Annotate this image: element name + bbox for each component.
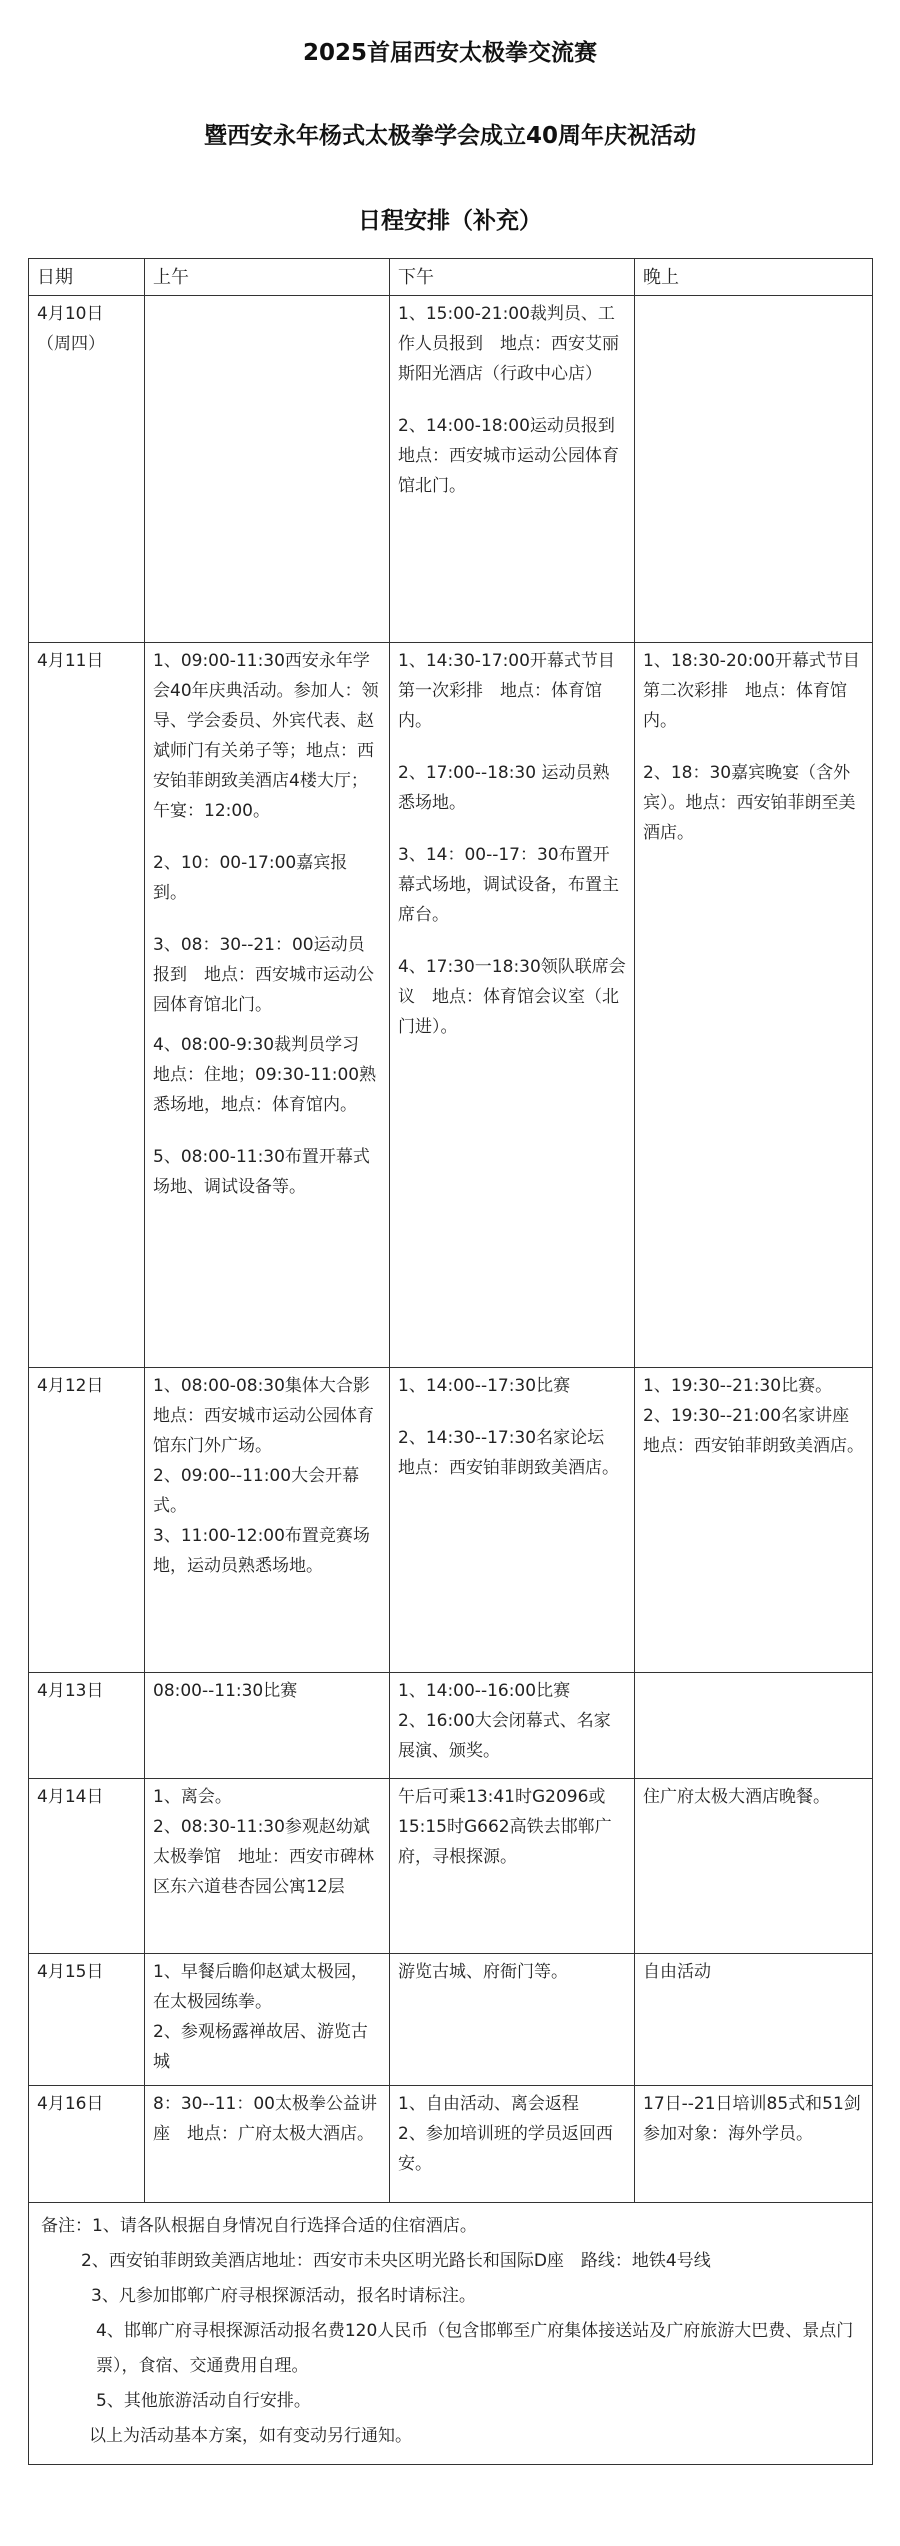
morning-item: 08:00--11:30比赛 — [153, 1681, 298, 1701]
morning-cell — [145, 296, 390, 643]
afternoon-cell — [390, 643, 635, 1368]
morning-cell — [145, 1779, 390, 1954]
table-row — [29, 2086, 873, 2203]
schedule-table — [28, 258, 878, 2465]
notes-row — [29, 2203, 873, 2465]
morning-cell — [145, 1673, 390, 1779]
morning-item: 2、参观杨露禅故居、游览古城 — [153, 2022, 368, 2072]
morning-item: 3、08：30--21：00运动员报到 地点：西安城市运动公园体育馆北门。 — [153, 935, 374, 1015]
date-cell — [29, 1673, 145, 1779]
evening-cell — [635, 1779, 873, 1954]
afternoon-item: 4、17:30一18:30领队联席会议 地点：体育馆会议室（北门进）。 — [398, 957, 626, 1037]
morning-item: 1、早餐后瞻仰赵斌太极园，在太极园练拳。 — [153, 1962, 368, 2012]
morning-item: 2、10：00-17:00嘉宾报到。 — [153, 853, 348, 903]
afternoon-item: 1、14:30-17:00开幕式节目第一次彩排 地点：体育馆内。 — [398, 651, 615, 731]
header-evening: 晚上 — [635, 259, 873, 296]
date-text: 4月16日 — [37, 2094, 104, 2114]
afternoon-cell — [390, 1673, 635, 1779]
date-cell — [29, 643, 145, 1368]
doc-title-line2: 暨西安永年杨式太极拳学会成立40周年庆祝活动 — [203, 123, 696, 149]
evening-item: 住广府太极大酒店晚餐。 — [643, 1787, 830, 1807]
table-header-row — [29, 259, 873, 296]
morning-item: 3、11:00-12:00布置竞赛场地，运动员熟悉场地。 — [153, 1526, 370, 1576]
morning-cell — [145, 2086, 390, 2203]
table-row — [29, 296, 873, 643]
evening-cell — [635, 2086, 878, 2203]
notes-cell — [29, 2203, 873, 2465]
morning-item: 4、08:00-9:30裁判员学习 地点：住地；09:30-11:00熟悉场地，地点：体育馆内。 — [153, 1035, 377, 1115]
evening-item: 1、18:30-20:00开幕式节目第二次彩排 地点：体育馆内。 — [643, 651, 860, 731]
morning-item: 1、离会。 — [153, 1787, 232, 1807]
morning-cell — [145, 1954, 390, 2086]
table-row — [29, 1779, 873, 1954]
note-line: 3、凡参加邯郸广府寻根探源活动，报名时请标注。 — [91, 2286, 476, 2306]
morning-cell — [145, 1368, 390, 1673]
evening-cell — [635, 1954, 873, 2086]
evening-item: 17日--21日培训85式和51剑 参加对象：海外学员。 — [643, 2094, 878, 2144]
weekday-text: （周四） — [37, 334, 105, 354]
note-line: 以上为活动基本方案，如有变动另行通知。 — [89, 2426, 412, 2446]
table-row — [29, 643, 873, 1368]
afternoon-item: 游览古城、府衙门等。 — [398, 1962, 568, 1982]
note-line: 4、邯郸广府寻根探源活动报名费120人民币（包含邯郸至广府集体接送站及广府旅游大巴费、景点门票），食宿、交通费用自理。 — [96, 2321, 854, 2376]
afternoon-item: 2、14:00-18:00运动员报到 地点：西安城市运动公园体育馆北门。 — [398, 416, 632, 496]
header-morning: 上午 — [145, 259, 390, 296]
header-date: 日期 — [29, 259, 145, 296]
afternoon-item: 1、14:00--17:30比赛 — [398, 1376, 571, 1396]
afternoon-item: 2、16:00大会闭幕式、名家展演、颁奖。 — [398, 1711, 611, 1761]
note-line: 备注：1、请各队根据自身情况自行选择合适的住宿酒店。 — [41, 2216, 477, 2236]
date-text: 4月10日 — [37, 304, 104, 324]
evening-cell — [635, 1673, 873, 1779]
note-line: 2、西安铂菲朗致美酒店地址：西安市未央区明光路长和国际D座 路线：地铁4号线 — [81, 2251, 711, 2271]
morning-item: 2、08:30-11:30参观赵幼斌太极拳馆 地址：西安市碑林区东六道巷杏园公寓12层 — [153, 1817, 374, 1897]
table-row — [29, 1368, 873, 1673]
table-row — [29, 1954, 873, 2086]
afternoon-cell — [390, 1779, 635, 1954]
morning-item: 5、08:00-11:30布置开幕式场地、调试设备等。 — [153, 1147, 370, 1197]
evening-item: 1、19:30--21:30比赛。 — [643, 1376, 833, 1396]
date-cell — [29, 296, 145, 643]
date-text: 4月14日 — [37, 1787, 104, 1807]
evening-cell — [635, 1368, 873, 1673]
date-cell — [29, 2086, 145, 2203]
date-cell — [29, 1954, 145, 2086]
afternoon-item: 午后可乘13:41时G2096或15:15时G662高铁去邯郸广府，寻根探源。 — [398, 1787, 612, 1867]
date-text: 4月15日 — [37, 1962, 104, 1982]
afternoon-item: 1、15:00-21:00裁判员、工作人员报到 地点：西安艾丽斯阳光酒店（行政中心店） — [398, 304, 619, 384]
date-text: 4月13日 — [37, 1681, 104, 1701]
morning-item: 8：30--11：00太极拳公益讲座 地点：广府太极大酒店。 — [153, 2094, 377, 2144]
afternoon-item: 2、17:00--18:30 运动员熟悉场地。 — [398, 763, 610, 813]
date-text: 4月12日 — [37, 1376, 104, 1396]
evening-cell — [635, 296, 873, 643]
date-text: 4月11日 — [37, 651, 104, 671]
afternoon-item: 1、14:00--16:00比赛 — [398, 1681, 571, 1701]
evening-item: 自由活动 — [643, 1962, 711, 1982]
afternoon-cell — [390, 296, 635, 643]
morning-item: 2、09:00--11:00大会开幕式。 — [153, 1466, 360, 1516]
afternoon-cell — [390, 1368, 635, 1673]
afternoon-item: 1、自由活动、离会返程 — [398, 2094, 579, 2114]
afternoon-item: 2、参加培训班的学员返回西安。 — [398, 2124, 613, 2174]
evening-item: 2、19:30--21:00名家讲座 地点：西安铂菲朗致美酒店。 — [643, 1406, 867, 1456]
doc-title-line3: 日程安排（补充） — [358, 208, 542, 234]
afternoon-item: 2、14:30--17:30名家论坛 地点：西安铂菲朗致美酒店。 — [398, 1428, 622, 1478]
date-cell — [29, 1368, 145, 1673]
morning-item: 1、09:00-11:30西安永年学会40年庆典活动。参加人：领导、学会委员、外宾代表、赵斌师门有关弟子等；地点：西安铂菲朗致美酒店4楼大厅；午宴：12:00。 — [153, 651, 379, 821]
document-page — [28, 0, 878, 2446]
note-line: 5、其他旅游活动自行安排。 — [96, 2391, 311, 2411]
table-row — [29, 1673, 873, 1779]
doc-title-line1: 2025首届西安太极拳交流赛 — [302, 40, 597, 66]
morning-item: 1、08:00-08:30集体大合影 地点：西安城市运动公园体育馆东门外广场。 — [153, 1376, 387, 1456]
evening-cell — [635, 643, 873, 1368]
date-cell — [29, 1779, 145, 1954]
morning-cell — [145, 643, 390, 1368]
evening-item: 2、18：30嘉宾晚宴（含外宾）。地点：西安铂菲朗至美酒店。 — [643, 763, 856, 843]
afternoon-cell — [390, 1954, 635, 2086]
afternoon-item: 3、14：00--17：30布置开幕式场地，调试设备，布置主席台。 — [398, 845, 619, 925]
header-afternoon: 下午 — [390, 259, 635, 296]
afternoon-cell — [390, 2086, 635, 2203]
